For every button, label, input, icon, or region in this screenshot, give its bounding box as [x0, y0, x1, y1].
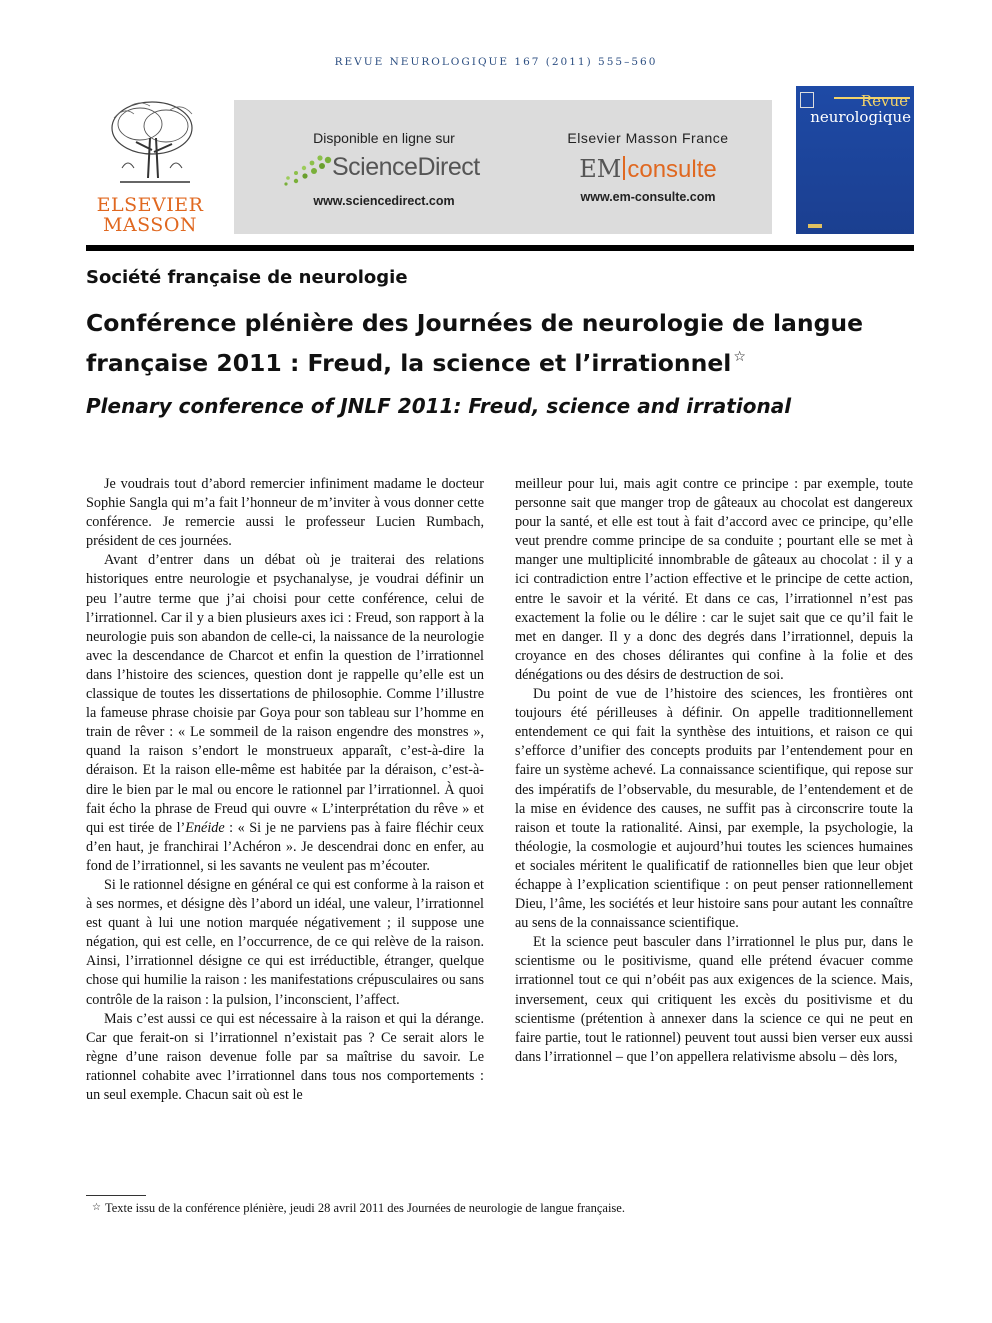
emconsulte-block — [538, 130, 758, 204]
header-rule — [86, 245, 914, 251]
sciencedirect-block — [274, 130, 494, 208]
paragraph: Je voudrais tout d’abord remercier infiniment madame le docteur Sophie Sangla qui m’a fait l’honneur de m’inviter à vous donner cette conférence. Je remercie aussi le professeur Lucien Rumbach, président de ces journées. — [86, 476, 484, 550]
article-title-text: Conférence plénière des Journées de neurologie de langue française 2011 : Freud, la science et l’irrationnel — [86, 309, 864, 377]
article-title — [86, 306, 916, 380]
elsevier-tree-icon — [100, 98, 204, 190]
paragraph: Si le rationnel désigne en général ce qui est conforme à la raison et à ses normes, et désigne dès l’abord un idéal, une valeur, l’irrationnel est quant à lui une notion marquée négativement ; il suppose une négation, qui est celle, en l’occurrence, de ce qui relève de la raison. Ainsi, l’irrationnel désigne ce qui est irréductible, étranger, quelque chose qui humilie la raison : les manifestations crépusculaires ou sans contrôle de la raison : la pulsion, l’inconscient, l’affect. — [86, 876, 484, 1008]
emconsulte-logo-consulte: consulte — [627, 156, 717, 183]
sciencedirect-dots-icon — [278, 154, 336, 186]
publisher-name-line2: MASSON — [102, 214, 198, 236]
society-heading: Société française de neurologie — [86, 267, 408, 288]
paragraph: Et la science peut basculer dans l’irrationnel le plus pur, dans le scientisme ou le positivisme, quand elle prétend évacuer comme irrationnel tout ce qui n’obéit pas aux exigences de la science. Mais, inversement, ceux qui critiquent les excès du positivisme et du scientisme (prétention à annexer dans la science ce qui ne peut en faire partie, tout le rationnel) peuvent tout aussi bien verser eux aussi dans l’irrationnel – que l’on appellera relativisme absolu – dès lors, — [515, 934, 913, 1065]
publisher-banner — [86, 86, 914, 236]
cover-title-line2: neurologique — [810, 108, 911, 126]
elsevier-masson-logo — [86, 86, 214, 236]
journal-cover — [796, 86, 914, 234]
left-column — [86, 475, 484, 1105]
emconsulte-logo — [538, 152, 758, 186]
publisher-name-line1: ELSEVIER — [96, 194, 204, 216]
paragraph: Avant d’entrer dans un débat où je traiterai des relations historiques entre neurologie et psychanalyse, je voudrai définir un peu l’autre terme que j’ai choisi pour cette conférence, celui de l’irrationnel. Car il y a bien plusieurs axes ici : Freud, son rapport à la neurologie puis son abandon de celle-ci, la naissance de la neurologie avec la descendance de Charcot et enfin la question de l’irrationnel dans l’histoire des sciences, question dont je rappelle qu’elle est un classique de toutes les dissertations de philosophie. Comme l’illustre la fameuse phrase choisie par Goya pour son tableau sur l’homme en train de rêver : « Le sommeil de la raison engendre des monstres », quand la raison s’endort le monstrueux apparaît, c’est-à-dire la déraison. Et la raison elle-même est habitée par la déraison, c’est-à-dire le bien par le mal ou encore le rationnel par l’irrationnel. À quoi fait écho la phrase de Freud qui ouvre « L’interprétation du rêve » et qui est tirée de l’Enéide : « Si je ne parviens pas à faire fléchir ceux d’en haut, je franchirai l’Achéron ». Je descendrai donc en enfer, au fond de l’irrationnel, si les savants ne veulent pas m’écouter. — [86, 552, 484, 874]
emconsulte-url[interactable]: www.em-consulte.com — [580, 190, 716, 204]
sciencedirect-name: ScienceDirect — [332, 153, 480, 181]
online-availability-box — [234, 100, 772, 234]
footnote-rule — [86, 1195, 146, 1196]
running-head: REVUE NEUROLOGIQUE 167 (2011) 555–560 — [334, 56, 658, 68]
sciencedirect-logo — [274, 150, 494, 190]
sciencedirect-available-text: Disponible en ligne sur — [313, 130, 455, 146]
cover-footer-mark — [808, 224, 822, 228]
cover-title-line1: Revue — [860, 92, 908, 110]
title-footnote-marker[interactable]: ☆ — [733, 349, 746, 365]
footnote-marker: ☆ — [92, 1202, 101, 1213]
italic-work-title: Enéide — [185, 819, 225, 836]
paragraph: Mais c’est aussi ce qui est nécessaire à la raison et qui la dérange. Car que ferait-on si l’irrationnel n’existait pas ? Ce serait alors le règne d’une raison devenue folle par sa maîtrise du savoir. Le rationnel cohabite avec l’irrationnel dans tous nos comportements : un seul exemple. Chacun sait où est le — [86, 1010, 484, 1103]
cover-logo-icon — [800, 92, 814, 108]
emconsulte-logo-divider — [623, 156, 625, 180]
right-column — [515, 475, 913, 1067]
emconsulte-publisher: Elsevier Masson France — [567, 130, 729, 146]
emconsulte-logo-em: EM — [579, 155, 622, 183]
sciencedirect-url[interactable]: www.sciencedirect.com — [313, 194, 455, 208]
footnote-text: Texte issu de la conférence plénière, jeudi 28 avril 2011 des Journées de neurologie de langue française. — [104, 1201, 625, 1215]
article-subtitle: Plenary conference of JNLF 2011: Freud, science and irrational — [86, 394, 792, 418]
footnote — [86, 1201, 916, 1216]
paragraph: Du point de vue de l’histoire des sciences, les frontières ont toujours été périlleuses à définir. On appelle traditionnellement entendement ce qui fait la synthèse des intuitions, et raison ce qui s’efforce d’unifier des concepts produits par l’entendement pour en faire un système achevé. La connaissance scientifique, qui repose sur des impératifs de l’observable, du mesurable, de l’entendement et de la mise en évidence des causes, ne suffit pas à circonscrire toute la raison et toute la rationalité. Ainsi, par exemple, la psychologie, la théologie, la cosmologie et aujourd’hui toutes les sciences humaines et sociales méritent le qualificatif de rationnelles bien que leur objet échappe à l’explication scientifique : on peut penser rationnellement Dieu, l’âme, les sociétés et leur histoire sans pour autant les connaître au sens de la connaissance scientifique. — [515, 686, 913, 932]
paragraph: meilleur pour lui, mais agit contre ce principe : par exemple, toute personne sait que manger trop de gâteaux au chocolat est dangereux pour la santé, et elle est tout à fait d’accord avec ce principe, qu’elle veut prendre comme principe de sa conduite ; pourtant elle se met à manger une multiplicité innombrable de gâteaux au chocolat : il y a ici contradiction entre l’action effective et le principe de cette action, entre le savoir et la vérité. Et dans ce cas, l’irrationnel n’est pas exactement la folie ou le délire : car le sujet sait que ce qu’il fait le met en danger. Il y a donc des degrés dans l’irrationnel, depuis la croyance en des choses délirantes qui confine à la folie et des dénégations ou des désirs de destruction de soi. — [515, 476, 913, 683]
